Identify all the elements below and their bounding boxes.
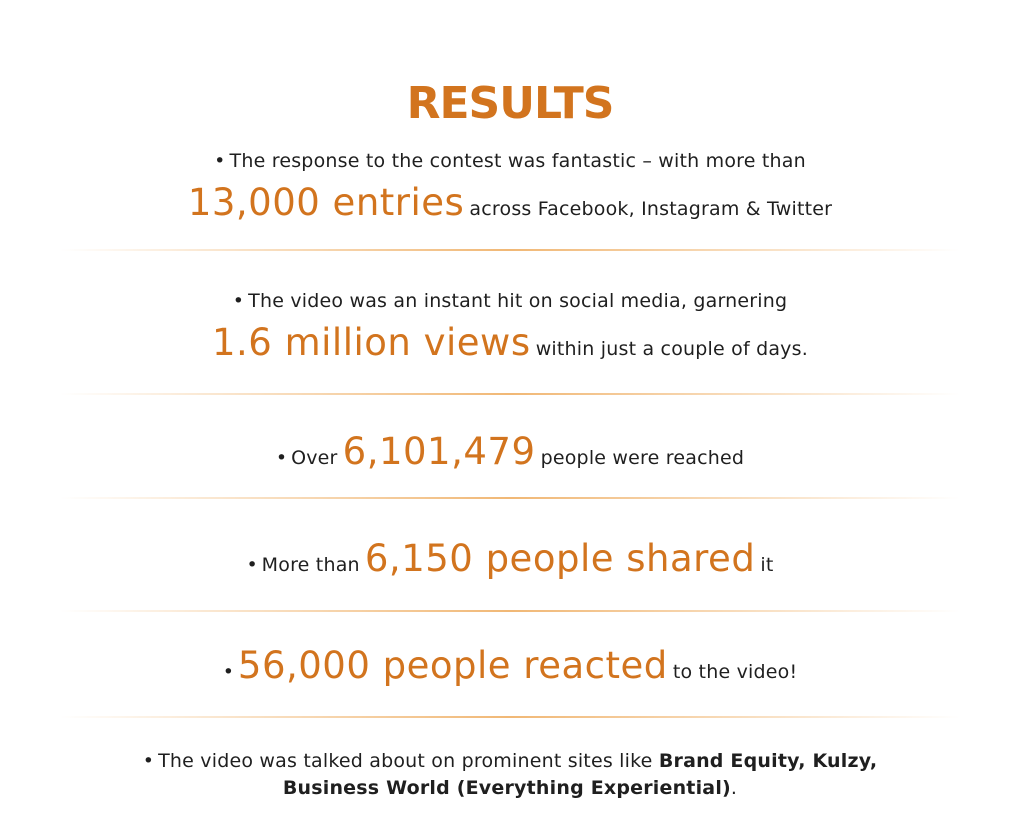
result-text: across Facebook, Instagram & Twitter	[469, 198, 833, 220]
result-text: within just a couple of days.	[535, 338, 808, 360]
result-text: More than	[261, 554, 360, 576]
result-item-press	[0, 748, 1020, 802]
bullet: •	[222, 661, 234, 683]
bullet: •	[214, 150, 226, 172]
result-item-entries	[0, 146, 1020, 237]
result-highlight: 56,000 people reacted	[237, 644, 668, 687]
result-text: it	[760, 554, 774, 576]
divider	[60, 249, 960, 251]
result-item-reactions	[0, 638, 1020, 701]
bullet: •	[246, 554, 258, 576]
divider	[60, 610, 960, 612]
bullet: •	[232, 290, 245, 312]
result-text: The video was talked about on prominent sites like	[158, 750, 653, 772]
result-highlight: 1.6 million views	[212, 321, 531, 364]
press-sites: Business World (Everything Experiential)	[282, 777, 731, 799]
result-text: The response to the contest was fantastic – with more than	[229, 150, 806, 172]
result-item-shares	[0, 531, 1020, 594]
result-text: .	[730, 777, 738, 799]
result-text: people were reached	[540, 447, 745, 469]
bullet: •	[142, 750, 155, 772]
divider	[60, 716, 960, 718]
divider	[60, 497, 960, 499]
result-item-views	[0, 286, 1020, 377]
result-highlight: 6,150 people shared	[364, 537, 756, 580]
result-text: Over	[291, 447, 338, 469]
press-sites: Brand Equity, Kulzy,	[658, 750, 878, 772]
divider	[60, 393, 960, 395]
page-title: RESULTS	[406, 78, 614, 129]
result-text: The video was an instant hit on social media, garnering	[248, 290, 788, 312]
result-highlight: 13,000 entries	[187, 181, 465, 224]
result-item-reach	[0, 424, 1020, 487]
result-highlight: 6,101,479	[342, 430, 536, 473]
bullet: •	[275, 447, 288, 469]
result-text: to the video!	[672, 661, 798, 683]
